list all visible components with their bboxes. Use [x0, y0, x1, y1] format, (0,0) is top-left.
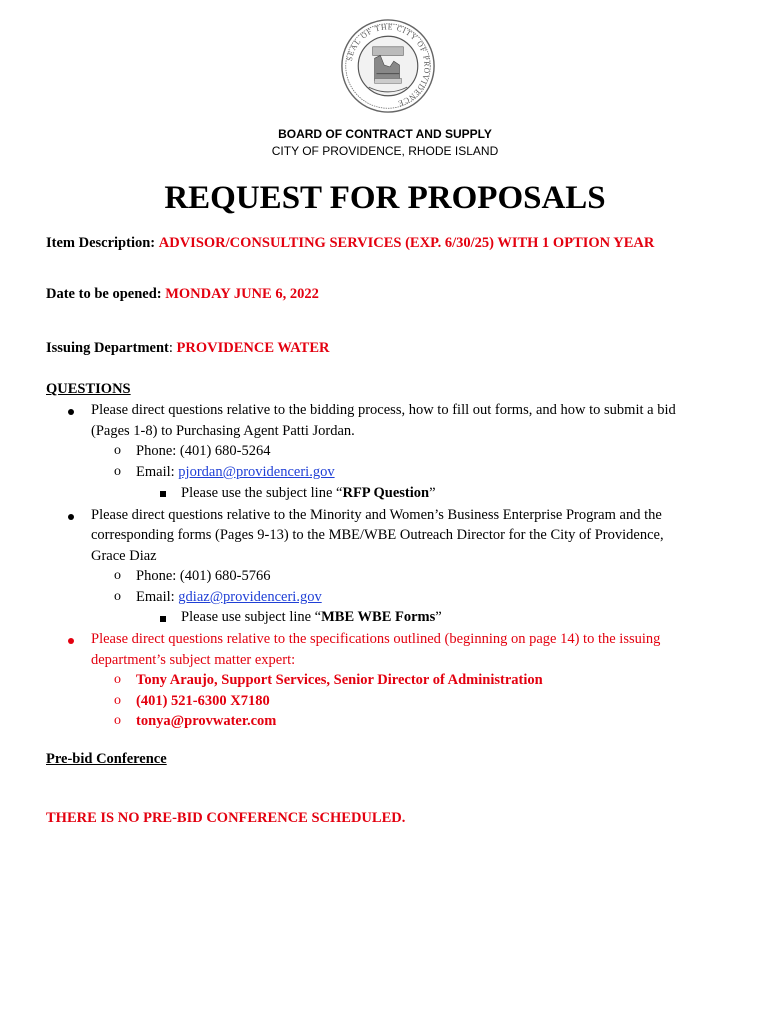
bullet-dot: [68, 638, 74, 644]
q1-phone: Phone: (401) 680-5264: [136, 443, 271, 459]
item-description: [46, 235, 654, 252]
q1-subject-pre: Please use the subject line “: [181, 485, 343, 501]
item-label: Item Description:: [46, 235, 156, 251]
q2-subject-pre: Please use subject line “: [181, 609, 322, 625]
q3-contact: Tony Araujo, Support Services, Senior Director of Administration: [136, 672, 543, 688]
square-bullet: [160, 616, 166, 622]
svg-text:SEAL OF THE CITY OF PROVIDENCE: SEAL OF THE CITY OF PROVIDENCE: [344, 22, 432, 109]
q1-line2: (Pages 1-8) to Purchasing Agent Patti Jordan.: [91, 423, 355, 439]
dept-label: Issuing Department: [46, 340, 169, 356]
q1-subject-line: [181, 485, 436, 502]
circle-bullet: o: [114, 568, 121, 583]
q2-email-line: [136, 589, 322, 606]
date-label: Date to be opened:: [46, 286, 162, 302]
q1-line1: Please direct questions relative to the bidding process, how to fill out forms, and how to submit a bid: [91, 402, 676, 418]
city-heading: CITY OF PROVIDENCE, RHODE ISLAND: [271, 144, 499, 158]
prebid-heading: Pre-bid Conference: [46, 751, 167, 767]
q1-email-link[interactable]: pjordan@providenceri.gov: [178, 464, 335, 480]
circle-bullet: o: [114, 713, 121, 728]
q1-subject: RFP Question: [342, 485, 430, 501]
q2-email-link[interactable]: gdiaz@providenceri.gov: [178, 589, 322, 605]
q2-line2: corresponding forms (Pages 9-13) to the MBE/WBE Outreach Director for the City of Providence,: [91, 527, 664, 543]
q1-email-label: Email:: [136, 464, 179, 480]
item-value: ADVISOR/CONSULTING SERVICES (EXP. 6/30/25) WITH 1 OPTION YEAR: [158, 235, 655, 251]
prebid-notice: THERE IS NO PRE-BID CONFERENCE SCHEDULED.: [46, 810, 406, 826]
dept-colon: :: [168, 340, 173, 356]
board-heading: BOARD OF CONTRACT AND SUPPLY: [278, 127, 492, 141]
bullet-dot: [68, 409, 74, 415]
q2-subject-line: [181, 609, 442, 626]
questions-heading: QUESTIONS: [46, 381, 131, 397]
q2-phone: Phone: (401) 680-5766: [136, 568, 271, 584]
q3-line1: Please direct questions relative to the specifications outlined (beginning on page 14) to the issuing: [91, 631, 661, 647]
bullet-dot: [68, 514, 74, 520]
q3-phone: (401) 521-6300 X7180: [136, 693, 270, 709]
page-title: REQUEST FOR PROPOSALS: [164, 180, 606, 216]
q3-email: tonya@provwater.com: [136, 713, 277, 729]
q1-subject-post: ”: [429, 485, 436, 501]
dept-value: PROVIDENCE WATER: [176, 340, 330, 356]
q1-email-line: [136, 464, 335, 481]
date-value: MONDAY JUNE 6, 2022: [165, 286, 319, 302]
q2-subject: MBE WBE Forms: [321, 609, 436, 625]
circle-bullet: o: [114, 693, 121, 708]
q3-line2: department’s subject matter expert:: [91, 652, 296, 668]
issuing-department: [46, 340, 329, 357]
circle-bullet: o: [114, 464, 121, 479]
city-seal-logo: [340, 18, 436, 114]
circle-bullet: o: [114, 443, 121, 458]
q2-subject-post: ”: [435, 609, 442, 625]
q2-line3: Grace Diaz: [91, 548, 157, 564]
circle-bullet: o: [114, 589, 121, 604]
open-date: [46, 286, 319, 303]
q2-email-label: Email:: [136, 589, 179, 605]
q2-line1: Please direct questions relative to the Minority and Women’s Business Enterprise Program and the: [91, 507, 662, 523]
square-bullet: [160, 491, 166, 497]
circle-bullet: o: [114, 672, 121, 687]
